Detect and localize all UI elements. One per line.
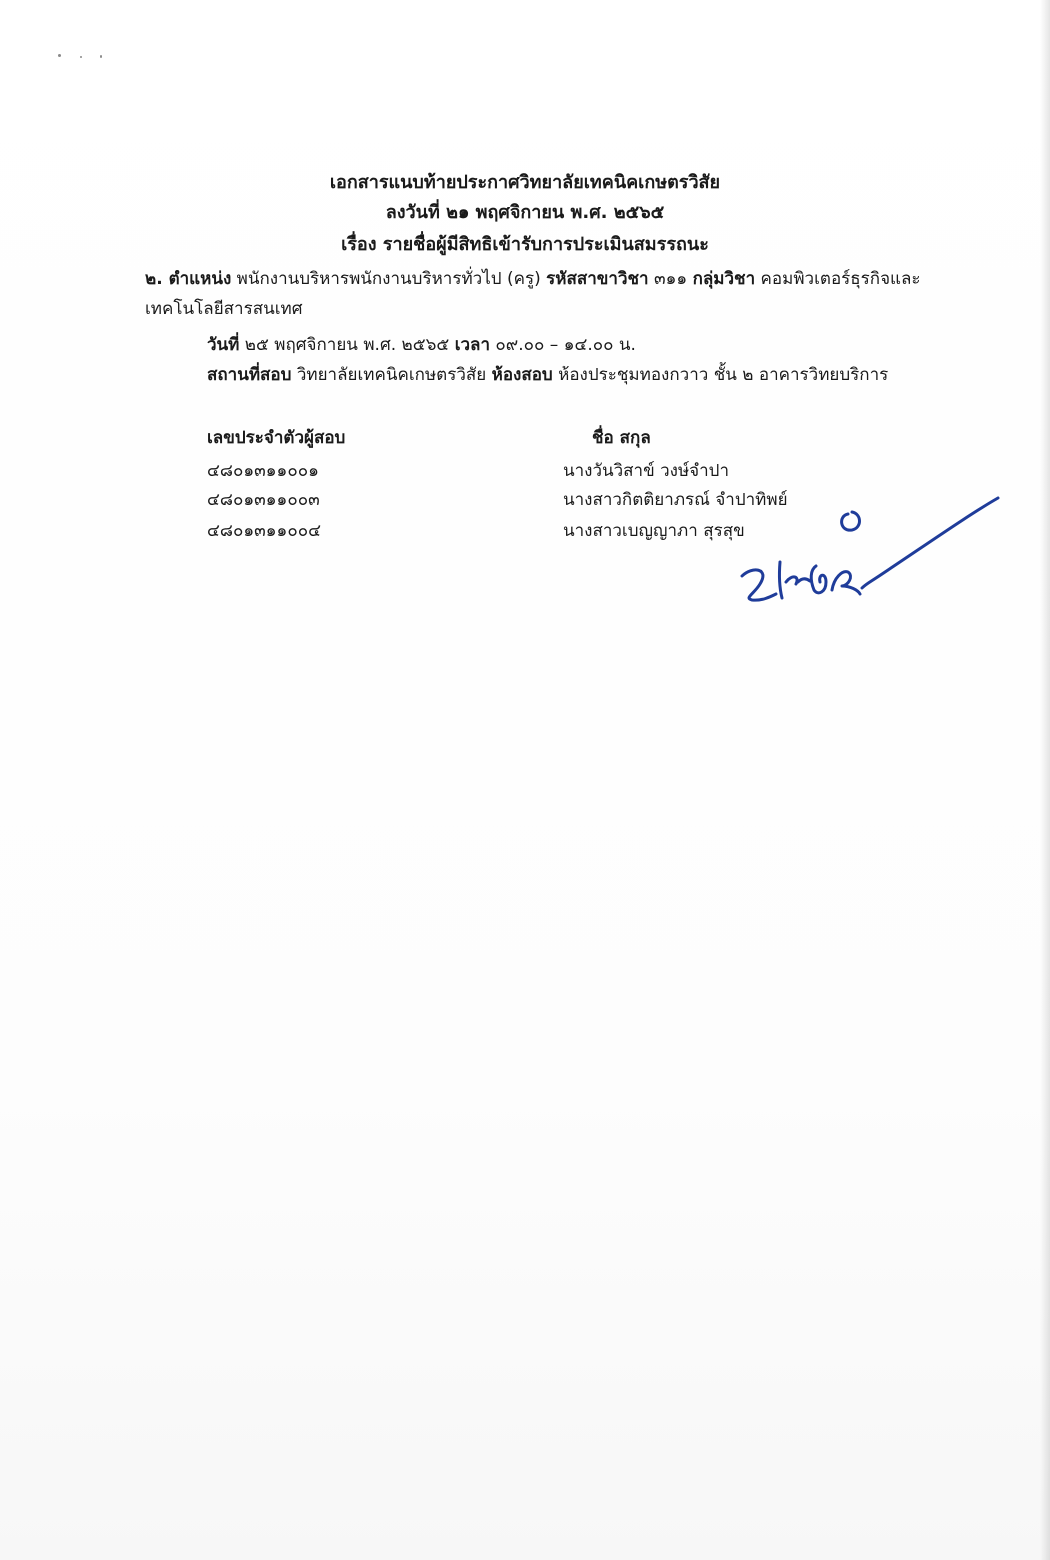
subject-code-label: รหัสสาขาวิชา: [546, 269, 649, 289]
header-line-3: เรื่อง รายชื่อผู้มีสิทธิเข้ารับการประเมินสมรรถนะ: [341, 234, 709, 255]
signature-strokes: [742, 498, 998, 600]
scan-speck: [100, 55, 102, 58]
exam-venue-label: สถานที่สอบ: [207, 365, 292, 385]
subject-group-value: คอมพิวเตอร์ธุรกิจและ: [760, 269, 921, 289]
exam-date-value: ๒๕ พฤศจิกายน พ.ศ. ๒๕๖๕: [244, 335, 450, 355]
candidate-name: นางสาวเบญญาภา สุรสุข: [563, 521, 745, 541]
exam-date-line: [207, 332, 636, 358]
scan-speck: [80, 56, 82, 58]
subject-group-continued: เทคโนโลยีสารสนเทศ: [145, 299, 303, 319]
exam-date-label: วันที่: [207, 335, 240, 355]
position-value: พนักงานบริหารพนักงานบริหารทั่วไป (ครู): [236, 269, 541, 289]
header-line-2: ลงวันที่ ๒๑ พฤศจิกายน พ.ศ. ๒๕๖๕: [385, 202, 665, 223]
exam-venue-value: วิทยาลัยเทคนิคเกษตรวิสัย: [296, 365, 487, 385]
position-line: [145, 266, 921, 292]
handwritten-signature: [730, 470, 1000, 620]
exam-time-label: เวลา: [454, 335, 491, 355]
candidate-id: ๔๘๐๑๓๑๑๐๐๓: [207, 490, 320, 510]
exam-room-label: ห้องสอบ: [491, 365, 553, 385]
exam-venue-line: [207, 362, 888, 388]
candidate-id: ๔๘๐๑๓๑๑๐๐๔: [207, 521, 321, 541]
candidate-name: นางวันวิสาข์ วงษ์จำปา: [563, 461, 730, 481]
scan-speck: [58, 54, 61, 57]
header-line-1: เอกสารแนบท้ายประกาศวิทยาลัยเทคนิคเกษตรวิสัย: [329, 172, 721, 193]
candidate-name-header: ชื่อ สกุล: [592, 428, 651, 448]
subject-code-value: ๓๑๑: [653, 269, 688, 289]
candidate-id-header: เลขประจำตัวผู้สอบ: [207, 428, 346, 448]
position-label: ๒. ตำแหน่ง: [145, 269, 232, 289]
candidate-name: นางสาวกิตติยาภรณ์ จำปาทิพย์: [563, 490, 788, 510]
candidate-id: ๔๘๐๑๓๑๑๐๐๑: [207, 461, 319, 481]
subject-group-label: กลุ่มวิชา: [692, 269, 756, 289]
exam-time-value: ๐๙.๐๐ – ๑๔.๐๐ น.: [495, 335, 636, 355]
exam-room-value: ห้องประชุมทองกวาว ชั้น ๒ อาคารวิทยบริการ: [558, 365, 889, 385]
